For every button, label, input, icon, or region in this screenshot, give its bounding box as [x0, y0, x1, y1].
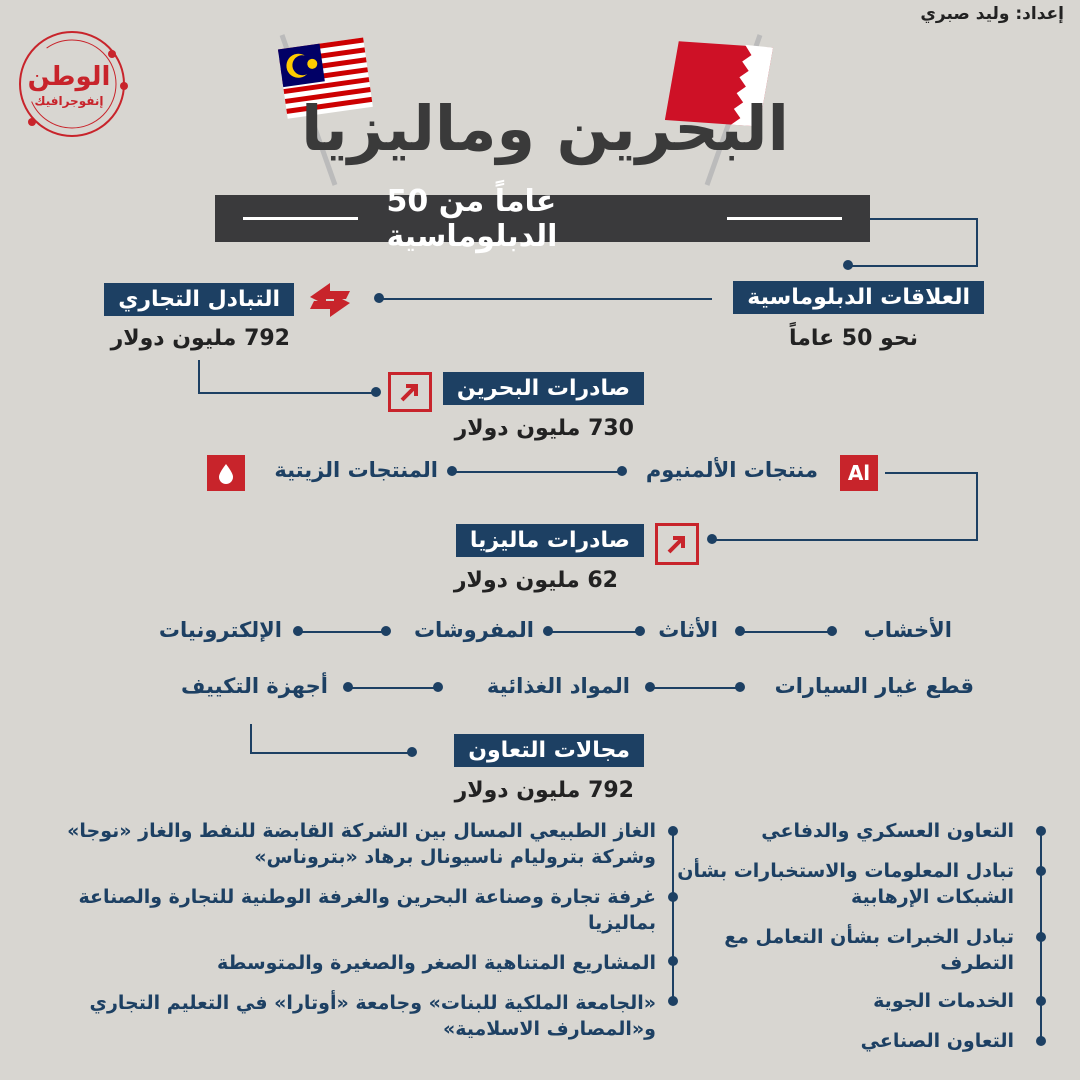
- malaysia-exports-label: صادرات ماليزيا: [456, 524, 644, 557]
- cooperation-item: تبادل المعلومات والاستخبارات بشأن الشبكات الإرهابية: [677, 860, 1014, 908]
- connector-dot: [374, 293, 384, 303]
- connector-dot: [293, 626, 303, 636]
- trade-exchange-label: التبادل التجاري: [104, 283, 294, 316]
- export-arrow-icon: [655, 523, 699, 565]
- exchange-arrows-icon: [306, 279, 354, 321]
- connector-line: [885, 472, 977, 474]
- connector-line: [250, 752, 412, 754]
- list-bullet: [668, 892, 678, 902]
- list-bullet: [1036, 866, 1046, 876]
- export-item: المفروشات: [413, 618, 534, 642]
- cooperation-label: مجالات التعاون: [454, 734, 644, 767]
- cooperation-value: 792 مليون دولار: [454, 778, 634, 803]
- connector-line: [548, 631, 640, 633]
- list-bullet: [1036, 996, 1046, 1006]
- list-bullet: [1036, 826, 1046, 836]
- connector-dot: [707, 534, 717, 544]
- connector-dot: [843, 260, 853, 270]
- connector-dot: [447, 466, 457, 476]
- logo-brand: الوطن: [27, 62, 111, 92]
- connector-dot: [617, 466, 627, 476]
- connector-line: [712, 539, 978, 541]
- cooperation-item: الغاز الطبيعي المسال بين الشركة القابضة للنفط والغاز «نوجا» وشركة بتروليام ناسيونال برهاد «بتروناس»: [67, 820, 656, 868]
- connector-line: [452, 471, 622, 473]
- list-bullet: [668, 956, 678, 966]
- export-item: قطع غيار السيارات: [774, 674, 974, 698]
- cooperation-item: الخدمات الجوية: [873, 990, 1014, 1012]
- connector-line: [250, 724, 252, 754]
- export-item: المواد الغذائية: [486, 674, 630, 698]
- page-title: البحرين وماليزيا: [301, 92, 789, 165]
- aluminium-icon: Al: [840, 455, 878, 491]
- connector-dot: [371, 387, 381, 397]
- export-item: أجهزة التكييف: [181, 674, 328, 698]
- export-item: الأثاث: [658, 618, 718, 642]
- logo-sub: إنفوجرافيك: [34, 94, 104, 108]
- cooperation-item: «الجامعة الملكية للبنات» وجامعة «أوتارا» في التعليم التجاري و«المصارف الاسلامية»: [89, 992, 656, 1040]
- connector-dot: [735, 682, 745, 692]
- list-bullet: [668, 826, 678, 836]
- cooperation-item: التعاون العسكري والدفاعي: [761, 820, 1014, 842]
- cooperation-item: غرفة تجارة وصناعة البحرين والغرفة الوطنية للتجارة والصناعة بماليزيا: [78, 886, 656, 934]
- connector-dot: [645, 682, 655, 692]
- list-timeline: [672, 830, 674, 1000]
- malaysia-exports-value: 62 مليون دولار: [453, 568, 618, 593]
- cooperation-item: المشاريع المتناهية الصغر والصغيرة والمتوسطة: [216, 952, 656, 974]
- bahrain-exports-value: 730 مليون دولار: [454, 416, 634, 441]
- oil-drop-icon: [207, 455, 245, 491]
- connector-line: [848, 265, 978, 267]
- export-arrow-icon: [388, 372, 432, 412]
- connector-line: [650, 687, 740, 689]
- connector-line: [298, 631, 386, 633]
- connector-line: [380, 298, 712, 300]
- bahrain-exports-label: صادرات البحرين: [443, 372, 644, 405]
- connector-line: [740, 631, 832, 633]
- subtitle-bar: [215, 183, 870, 254]
- export-item: الإلكترونيات: [158, 618, 282, 642]
- connector-line: [198, 392, 376, 394]
- cooperation-item: تبادل الخبرات بشأن التعامل مع التطرف: [724, 926, 1014, 974]
- trade-exchange-value: 792 مليون دولار: [110, 326, 290, 351]
- connector-dot: [433, 682, 443, 692]
- export-item: الأخشاب: [863, 618, 952, 642]
- connector-dot: [343, 682, 353, 692]
- connector-line: [870, 218, 978, 220]
- connector-line: [976, 472, 978, 540]
- list-bullet: [668, 996, 678, 1006]
- export-item: منتجات الألمنيوم: [645, 458, 818, 482]
- list-bullet: [1036, 1036, 1046, 1046]
- connector-dot: [735, 626, 745, 636]
- list-bullet: [1036, 932, 1046, 942]
- diplomatic-relations-value: نحو 50 عاماً: [788, 326, 918, 351]
- credit-text: إعداد: وليد صبري: [920, 4, 1064, 24]
- connector-dot: [381, 626, 391, 636]
- diplomatic-relations-label: العلاقات الدبلوماسية: [733, 281, 984, 314]
- connector-dot: [543, 626, 553, 636]
- connector-line: [348, 687, 438, 689]
- subtitle-dash-right: [727, 217, 842, 220]
- export-item: المنتجات الزيتية: [274, 458, 438, 482]
- cooperation-item: التعاون الصناعي: [860, 1030, 1014, 1052]
- connector-dot: [635, 626, 645, 636]
- connector-line: [976, 218, 978, 266]
- connector-dot: [407, 747, 417, 757]
- connector-dot: [827, 626, 837, 636]
- subtitle-dash-left: [243, 217, 358, 220]
- subtitle-text: 50 عاماً من الدبلوماسية: [386, 183, 558, 254]
- connector-line: [198, 360, 200, 394]
